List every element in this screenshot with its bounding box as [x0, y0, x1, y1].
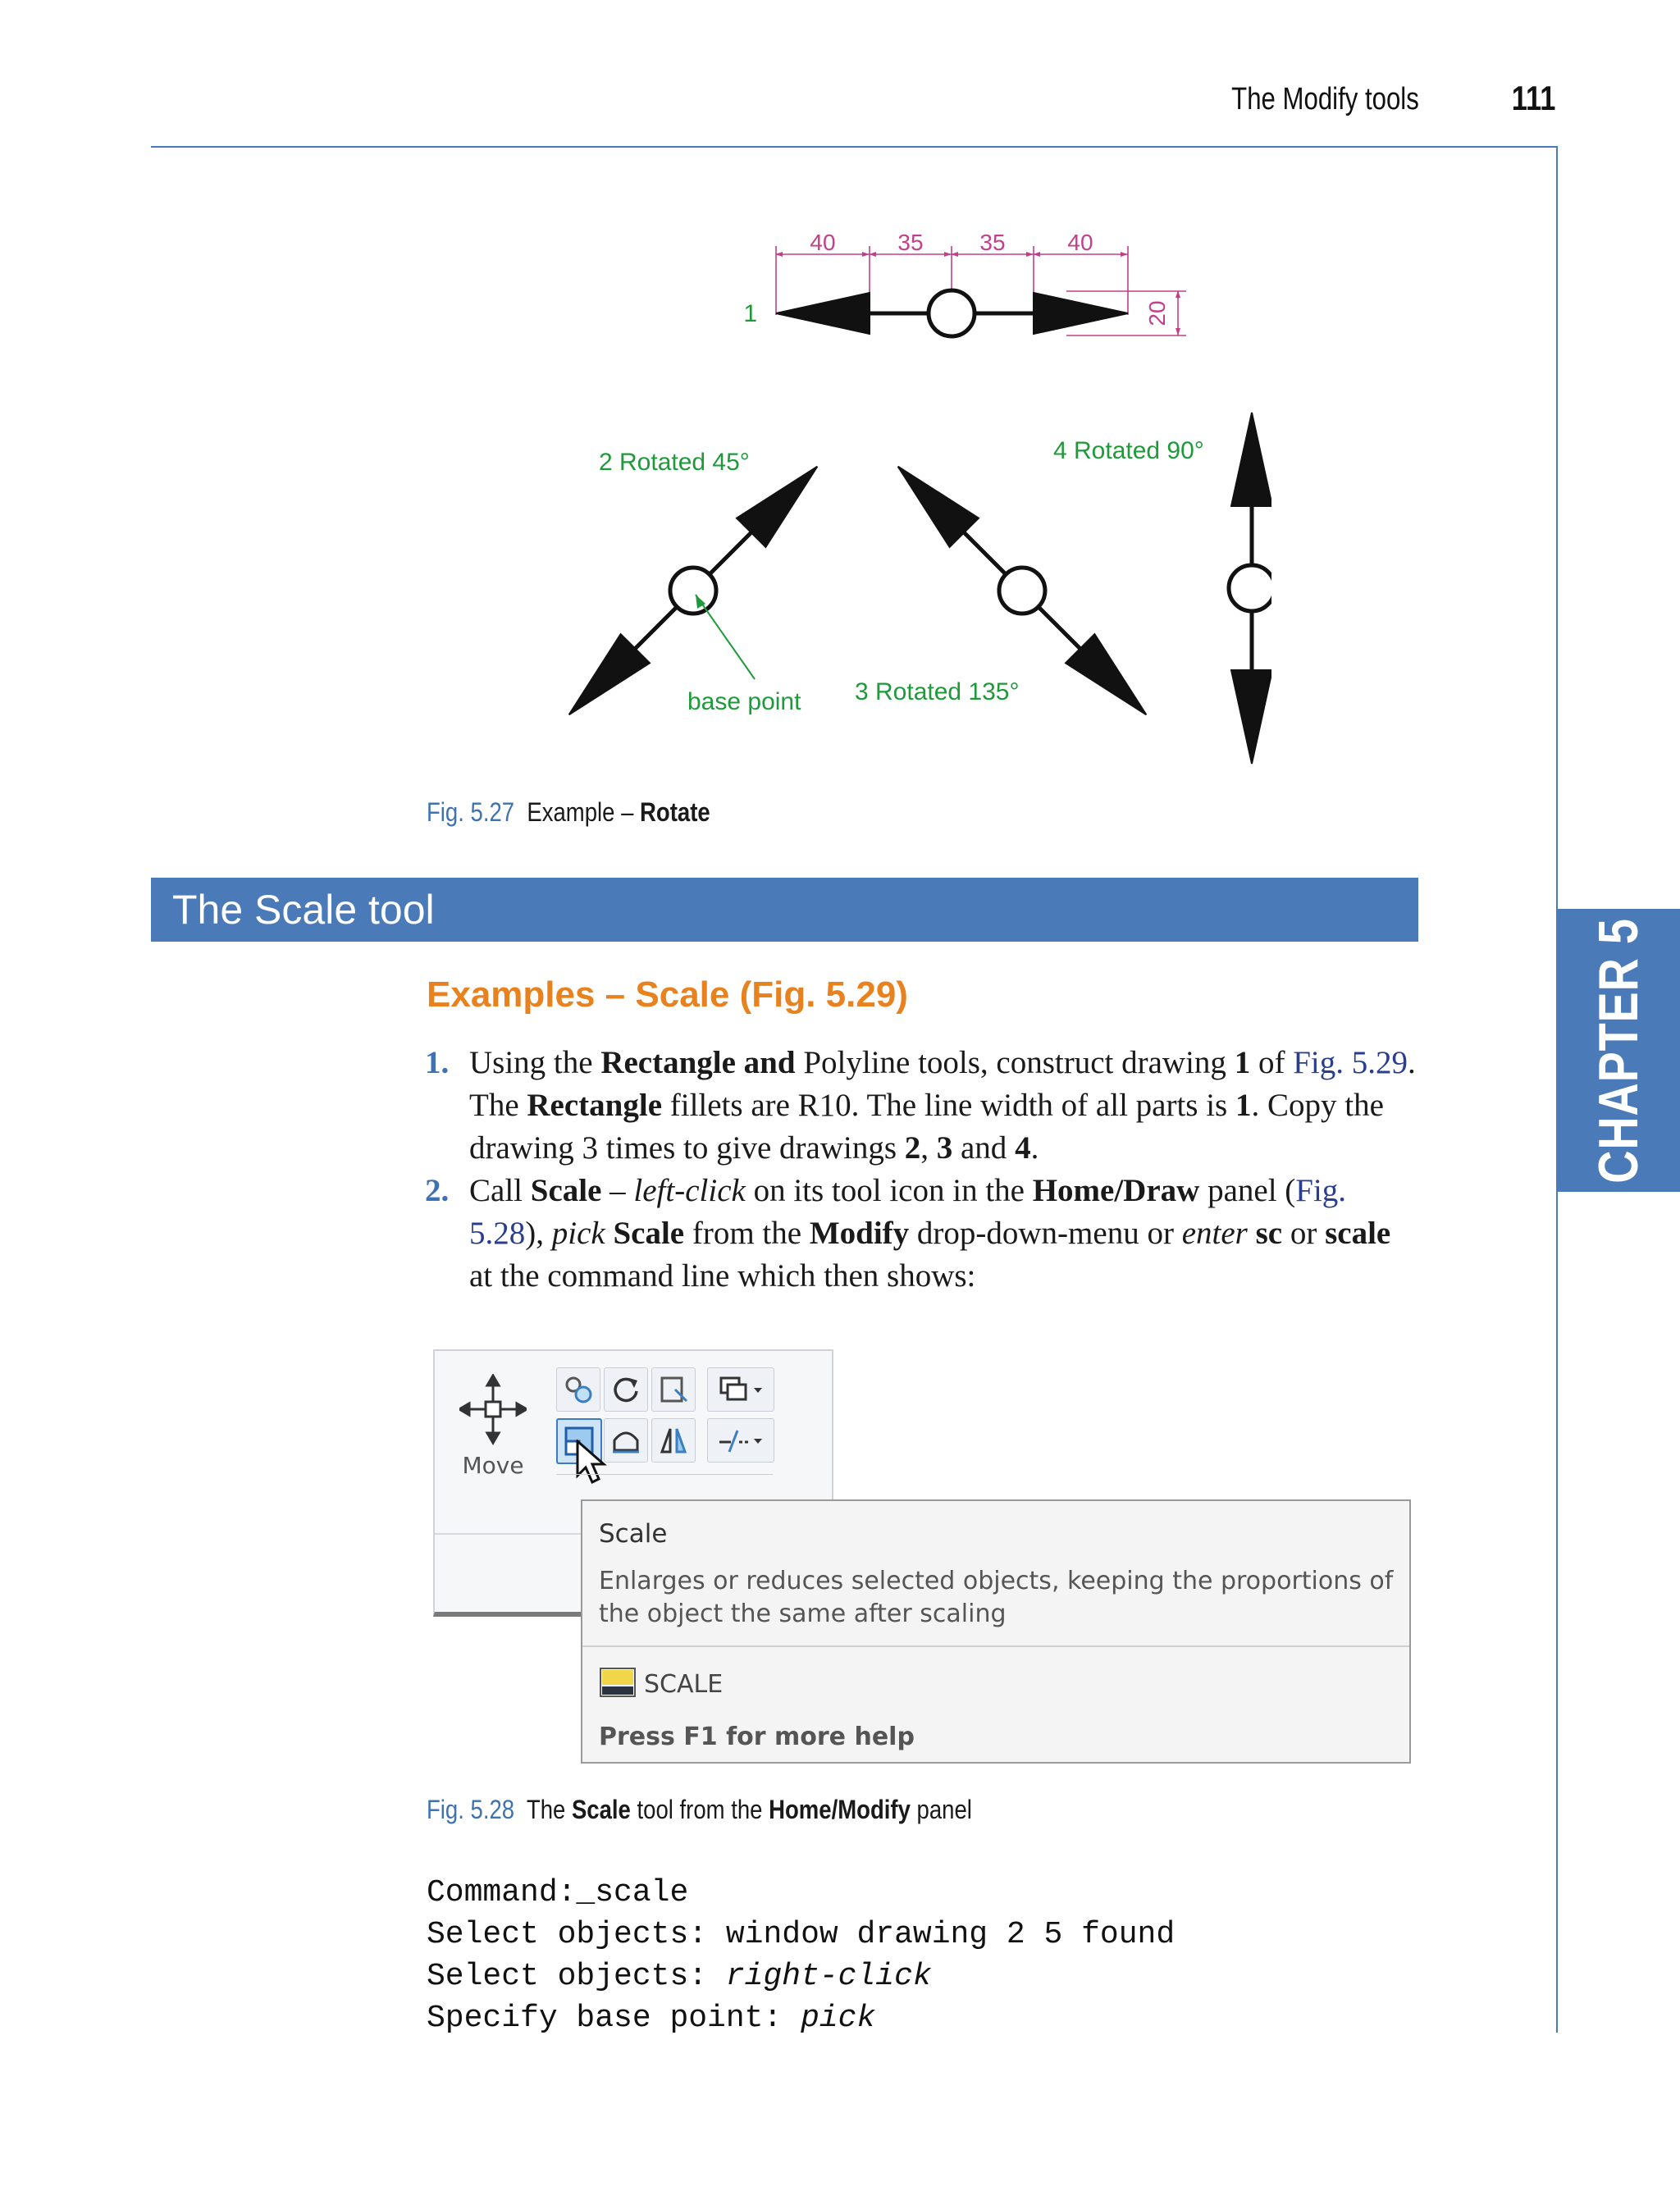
- text-run: drop-down-menu or: [909, 1216, 1182, 1251]
- ribbon-row-3: [556, 1474, 773, 1499]
- caption-bold: Scale: [571, 1795, 631, 1824]
- trim-tool-button[interactable]: [651, 1367, 696, 1412]
- command-line: Select objects: window drawing 2 5 found: [427, 1917, 1176, 1952]
- caption-text: Example –: [527, 797, 634, 827]
- text-run: Rectangle and: [600, 1045, 796, 1080]
- copy-tool-button[interactable]: [556, 1367, 600, 1412]
- dim-label: 40: [810, 230, 836, 255]
- dim-label: 20: [1144, 300, 1170, 326]
- text-run: Polyline tools, construct drawing: [795, 1045, 1235, 1080]
- text-run: pick: [801, 2001, 876, 2036]
- text-run: –: [601, 1173, 634, 1208]
- label-drawing-1: 1: [743, 300, 757, 327]
- command-line: Command:_scale: [427, 1875, 689, 1910]
- figure-5-27-caption: [427, 797, 710, 828]
- chapter-tab: [1556, 909, 1680, 1192]
- text-run: enter: [1181, 1216, 1248, 1251]
- label-base-point: base point: [687, 688, 801, 715]
- text-run: Using the: [469, 1045, 601, 1080]
- text-run: [605, 1216, 614, 1251]
- text-run: Specify base point:: [427, 2001, 801, 2036]
- figure-5-28-screenshot: [433, 1349, 1409, 1768]
- stretch-icon: [609, 1424, 642, 1457]
- tooltip-separator: [582, 1645, 1409, 1647]
- figure-5-27-rotate-drawing: [533, 230, 1271, 787]
- copy-icon: [562, 1373, 595, 1406]
- text-run: . The: [469, 1045, 1416, 1123]
- text-run: panel (: [1199, 1173, 1296, 1208]
- command-line: [427, 1997, 1175, 2039]
- text-run: fillets are R10. The line width of all parts is: [662, 1088, 1235, 1123]
- text-run: .: [1030, 1130, 1039, 1166]
- list-number: 1.: [425, 1045, 450, 1080]
- dim-label: 35: [979, 230, 1006, 255]
- text-run: ),: [525, 1216, 552, 1251]
- examples-subheading: Examples – Scale (Fig. 5.29): [427, 974, 908, 1015]
- label-drawing-3: 3 Rotated 135°: [855, 678, 1020, 705]
- draworder-icon: [716, 1373, 765, 1406]
- running-head: The Modify tools: [1231, 82, 1419, 116]
- text-run: and: [952, 1130, 1016, 1166]
- header-rule: [151, 146, 1558, 148]
- chapter-tab-label: CHAPTER 5: [1586, 917, 1650, 1184]
- move-label: Move: [462, 1452, 524, 1479]
- section-title: The Scale tool: [172, 887, 435, 933]
- drawing-1-arrow: [776, 290, 1128, 336]
- break-icon: [716, 1424, 765, 1457]
- label-drawing-2: 2 Rotated 45°: [599, 449, 750, 476]
- figure-5-28-caption: [427, 1795, 972, 1825]
- list-number: 2.: [425, 1173, 450, 1208]
- section-heading-bar: [151, 878, 1418, 942]
- text-run: [1248, 1216, 1256, 1251]
- command-window-icon: [599, 1667, 637, 1700]
- caption-text: tool from the: [630, 1795, 769, 1824]
- move-tool-button[interactable]: [459, 1374, 527, 1479]
- text-run: from the: [684, 1216, 810, 1251]
- trim-icon: [657, 1373, 690, 1406]
- instruction-list: [425, 1042, 1422, 1298]
- text-run: 1: [1235, 1088, 1252, 1123]
- text-run: pick: [551, 1216, 605, 1251]
- text-run: or: [1282, 1216, 1326, 1251]
- tooltip-help: Press F1 for more help: [599, 1723, 915, 1751]
- text-run: Home/Draw: [1032, 1173, 1200, 1208]
- text-run: ,: [920, 1130, 937, 1166]
- list-item: [425, 1042, 1422, 1170]
- text-run: 2: [904, 1130, 921, 1166]
- figure-link[interactable]: Fig. 5.29: [1293, 1045, 1408, 1080]
- text-run: of: [1250, 1045, 1285, 1080]
- text-run: . Copy the drawing 3 times to give drawings: [469, 1088, 1384, 1166]
- command-line: [427, 1956, 1175, 1997]
- text-run: Modify: [809, 1216, 910, 1251]
- tooltip-title: Scale: [599, 1519, 668, 1549]
- text-run: scale: [1325, 1216, 1391, 1251]
- text-run: 4: [1015, 1130, 1031, 1166]
- rotate-tool-button[interactable]: [604, 1367, 648, 1412]
- caption-text: panel: [910, 1795, 972, 1824]
- label-drawing-4: 4 Rotated 90°: [1053, 437, 1204, 464]
- caption-bold: Home/Modify: [769, 1795, 911, 1824]
- draworder-tool-button[interactable]: [707, 1367, 774, 1412]
- scale-tooltip: [581, 1499, 1411, 1764]
- caption-number: Fig. 5.27: [427, 797, 515, 827]
- rotate-icon: [609, 1373, 642, 1406]
- stretch-tool-button[interactable]: [604, 1418, 648, 1463]
- text-run: at the command line which then shows:: [469, 1258, 976, 1294]
- base-point-leader: [696, 595, 755, 679]
- text-run: right-click: [725, 1959, 932, 1994]
- text-run: left-click: [633, 1173, 746, 1208]
- text-run: 3: [936, 1130, 953, 1166]
- text-run: on its tool icon in the: [745, 1173, 1033, 1208]
- text-run: Scale: [530, 1173, 602, 1208]
- text-run: 1: [1234, 1045, 1251, 1080]
- figure-link[interactable]: Fig. 5.28: [469, 1173, 1347, 1251]
- list-item: [425, 1170, 1422, 1298]
- mirror-tool-button[interactable]: [651, 1418, 696, 1463]
- mirror-icon: [657, 1424, 690, 1457]
- text-run: sc: [1255, 1216, 1283, 1251]
- dim-label: 40: [1067, 230, 1093, 255]
- text-run: Select objects:: [427, 1959, 726, 1994]
- text-run: Call: [469, 1173, 531, 1208]
- move-icon: [459, 1374, 527, 1448]
- tooltip-description: Enlarges or reduces selected objects, keeping the proportions of the object the same after scaling: [599, 1567, 1394, 1628]
- tooltip-command: SCALE: [644, 1670, 724, 1699]
- break-tool-button[interactable]: [707, 1418, 774, 1463]
- text-run: Rectangle: [527, 1088, 662, 1123]
- dim-label: 35: [897, 230, 924, 255]
- page-number: 111: [1511, 79, 1555, 117]
- drawing-4-arrow: [1229, 413, 1271, 764]
- caption-text: The: [526, 1795, 572, 1824]
- caption-bold: Rotate: [640, 797, 710, 827]
- caption-number: Fig. 5.28: [427, 1795, 515, 1824]
- text-run: Scale: [613, 1216, 685, 1251]
- command-line-transcript: [427, 1872, 1175, 2039]
